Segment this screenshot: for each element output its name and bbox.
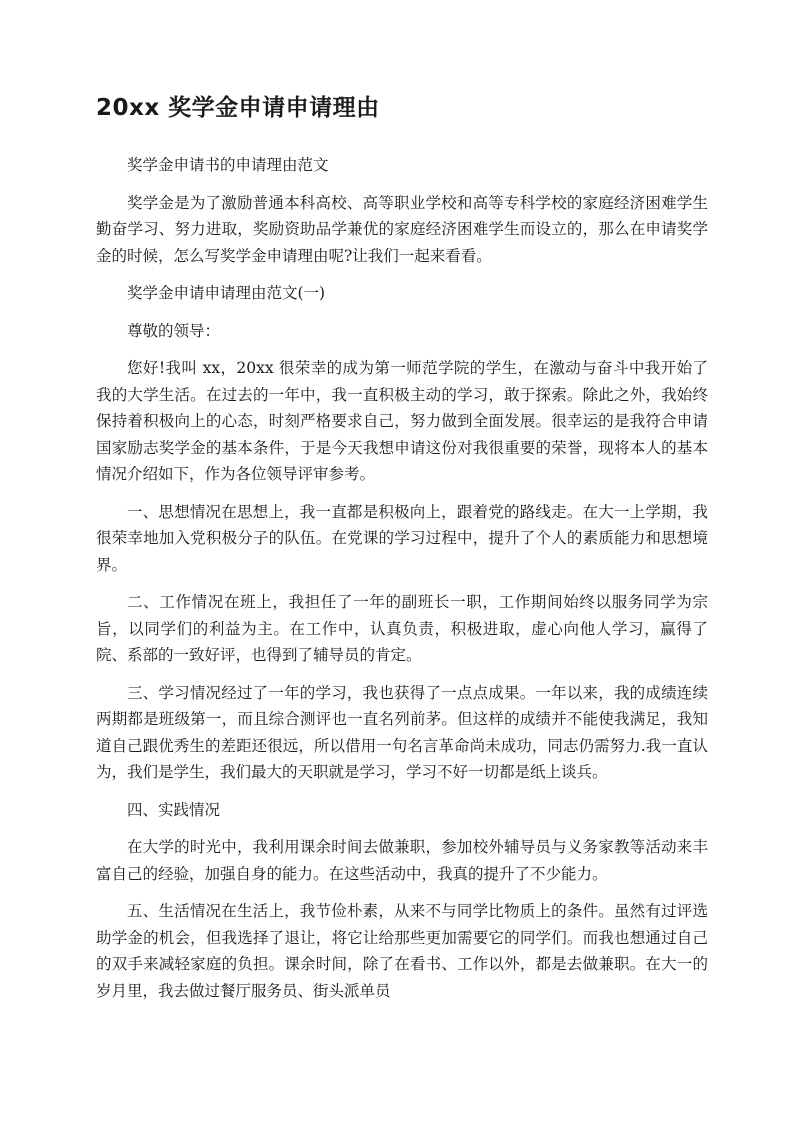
paragraph-thought: 一、思想情况在思想上，我一直都是积极向上，跟着党的路线走。在大一上学期，我很荣幸地加入党积极分子的队伍。在党课的学习过程中，提升了个人的素质能力和思想境界。 [96,502,708,574]
paragraph-life: 五、生活情况在生活上，我节俭朴素，从来不与同学比物质上的条件。虽然有过评选助学金的机会，但我选择了退让，将它让给那些更加需要它的同学们。而我也想通过自己的双手来减轻家庭的负担。课余时间，除了在看书、工作以外，都是去做兼职。在大一的岁月里，我去做过餐厅服务员、街头派单员 [96,902,708,1000]
paragraph-salutation: 尊敬的领导： [127,321,221,340]
paragraph-work: 二、工作情况在班上，我担任了一年的副班长一职，工作期间始终以服务同学为宗旨，以同学们的利益为主。在工作中，认真负责，积极进取，虚心向他人学习，赢得了院、系部的一致好评，也得到了辅导员的肯定。 [96,593,708,664]
paragraph-practice: 在大学的时光中，我利用课余时间去做兼职，参加校外辅导员与义务家教等活动来丰富自己的经验，加强自身的能力。在这些活动中，我真的提升了不少能力。 [96,838,708,883]
paragraph-sample-heading: 奖学金申请申请理由范文(一) [127,284,326,302]
document-title: 20xx 奖学金申请申请理由 [96,95,380,121]
paragraph-intro: 奖学金是为了激励普通本科高校、高等职业学校和高等专科学校的家庭经济困难学生勤奋学习、努力进取，奖励资助品学兼优的家庭经济困难学生而设立的，那么在申请奖学金的时候，怎么写奖学金申请理由呢?让我们一起来看看。 [96,193,708,265]
paragraph-study: 三、学习情况经过了一年的学习，我也获得了一点点成果。一年以来，我的成绩连续两期都是班级第一，而且综合测评也一直名列前茅。但这样的成绩并不能使我满足，我知道自己跟优秀生的差距还很远，所以借用一句名言革命尚未成功，同志仍需努力.我一直认为，我们是学生，我们最大的天职就是学习，学习不好一切都是纸上谈兵。 [96,683,708,781]
paragraph-greeting: 您好!我叫 xx，20xx 很荣幸的成为第一师范学院的学生，在激动与奋斗中我开始了我的大学生活。在过去的一年中，我一直积极主动的学习，敢于探索。除此之外，我始终保持着积极向上的心态，时刻严格要求自己，努力做到全面发展。很幸运的是我符合申请国家励志奖学金的基本条件，于是今天我想申请这份对我很重要的荣誉，现将本人的基本情况介绍如下，作为各位领导评审参考。 [96,359,708,483]
paragraph-practice-heading: 四、实践情况 [127,800,221,819]
paragraph-subtitle: 奖学金申请书的申请理由范文 [127,156,329,174]
